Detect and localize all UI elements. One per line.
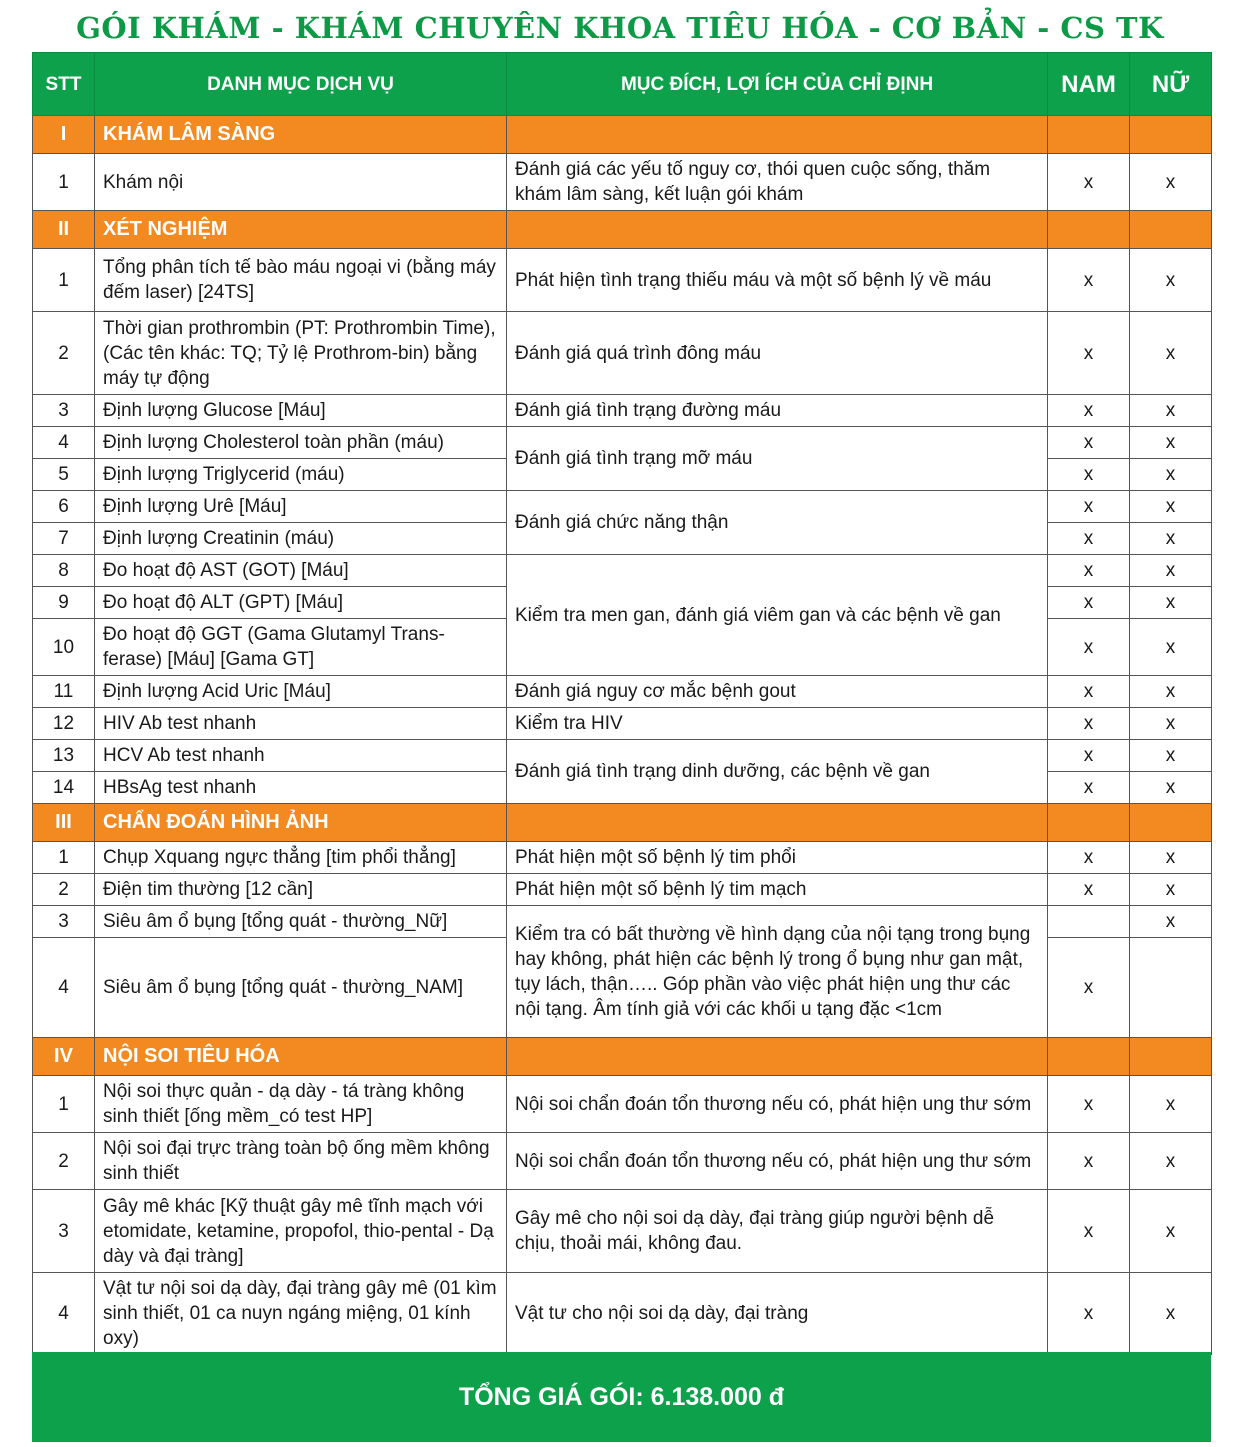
- row-female: x: [1130, 587, 1212, 619]
- row-service: Định lượng Triglycerid (máu): [95, 459, 507, 491]
- row-female: x: [1130, 312, 1212, 395]
- row-female: x: [1130, 619, 1212, 676]
- header-stt: STT: [33, 53, 95, 116]
- section-name: NỘI SOI TIÊU HÓA: [95, 1038, 507, 1076]
- row-male: x: [1048, 312, 1130, 395]
- table-row: [33, 676, 1212, 708]
- row-service: Tổng phân tích tế bào máu ngoại vi (bằng máy đếm laser) [24TS]: [95, 249, 507, 312]
- row-stt: 3: [33, 906, 95, 938]
- table-row: [33, 312, 1212, 395]
- row-service: Siêu âm ổ bụng [tổng quát - thường_Nữ]: [95, 906, 507, 938]
- section-numeral: IV: [33, 1038, 95, 1076]
- row-purpose: Kiểm tra có bất thường về hình dạng của nội tạng trong bụng hay không, phát hiện các bệnh lý trong ổ bụng như gan mật, tụy lách, thận….. Góp phần vào việc phát hiện ung thư các nội tạng. Âm tính giả với các khối u tạng đặc <1cm: [507, 906, 1048, 1038]
- row-male: x: [1048, 491, 1130, 523]
- table-row: [33, 906, 1212, 938]
- row-purpose: Phát hiện một số bệnh lý tim phổi: [507, 842, 1048, 874]
- row-stt: 1: [33, 1076, 95, 1133]
- section-numeral: I: [33, 116, 95, 154]
- row-male: x: [1048, 874, 1130, 906]
- table-header-row: [33, 53, 1212, 116]
- row-stt: 4: [33, 938, 95, 1038]
- table-row: [33, 1190, 1212, 1273]
- row-purpose: Gây mê cho nội soi dạ dày, đại tràng giúp người bệnh dễ chịu, thoải mái, không đau.: [507, 1190, 1048, 1273]
- row-purpose: Phát hiện tình trạng thiếu máu và một số bệnh lý về máu: [507, 249, 1048, 312]
- row-female: x: [1130, 555, 1212, 587]
- header-purpose: MỤC ĐÍCH, LỢI ÍCH CỦA CHỈ ĐỊNH: [507, 53, 1048, 116]
- row-female: x: [1130, 906, 1212, 938]
- row-female: x: [1130, 1190, 1212, 1273]
- page-title: GÓI KHÁM - KHÁM CHUYÊN KHOA TIÊU HÓA - CƠ BẢN - CS TK: [76, 11, 1164, 45]
- row-stt: 5: [33, 459, 95, 491]
- row-female: x: [1130, 1076, 1212, 1133]
- header-male: NAM: [1048, 53, 1130, 116]
- section-name: XÉT NGHIỆM: [95, 211, 507, 249]
- row-male: x: [1048, 427, 1130, 459]
- row-stt: 1: [33, 842, 95, 874]
- table-row: [33, 1076, 1212, 1133]
- table-row: [33, 740, 1212, 772]
- row-male: x: [1048, 587, 1130, 619]
- row-service: HIV Ab test nhanh: [95, 708, 507, 740]
- row-purpose: Nội soi chẩn đoán tổn thương nếu có, phát hiện ung thư sớm: [507, 1133, 1048, 1190]
- row-female: [1130, 938, 1212, 1038]
- row-female: x: [1130, 676, 1212, 708]
- row-stt: 10: [33, 619, 95, 676]
- row-purpose: Vật tư cho nội soi dạ dày, đại tràng: [507, 1273, 1048, 1355]
- section-row: [33, 116, 1212, 154]
- row-female: x: [1130, 523, 1212, 555]
- row-stt: 2: [33, 874, 95, 906]
- row-stt: 13: [33, 740, 95, 772]
- table-row: [33, 427, 1212, 459]
- header-female: NỮ: [1130, 53, 1212, 116]
- row-service: Chụp Xquang ngực thẳng [tim phổi thẳng]: [95, 842, 507, 874]
- row-female: x: [1130, 708, 1212, 740]
- row-stt: 6: [33, 491, 95, 523]
- row-female: x: [1130, 427, 1212, 459]
- row-male: x: [1048, 772, 1130, 804]
- row-male: x: [1048, 708, 1130, 740]
- row-stt: 3: [33, 1190, 95, 1273]
- row-service: Điện tim thường [12 cần]: [95, 874, 507, 906]
- row-male: x: [1048, 938, 1130, 1038]
- row-purpose: Đánh giá các yếu tố nguy cơ, thói quen cuộc sống, thăm khám lâm sàng, kết luận gói khám: [507, 154, 1048, 211]
- row-purpose: Đánh giá tình trạng dinh dưỡng, các bệnh về gan: [507, 740, 1048, 804]
- row-male: x: [1048, 555, 1130, 587]
- row-service: Định lượng Creatinin (máu): [95, 523, 507, 555]
- row-service: Định lượng Acid Uric [Máu]: [95, 676, 507, 708]
- section-row: [33, 1038, 1212, 1076]
- row-stt: 8: [33, 555, 95, 587]
- row-male: x: [1048, 154, 1130, 211]
- row-purpose: Đánh giá nguy cơ mắc bệnh gout: [507, 676, 1048, 708]
- row-male: x: [1048, 1133, 1130, 1190]
- row-service: HCV Ab test nhanh: [95, 740, 507, 772]
- row-male: x: [1048, 1273, 1130, 1355]
- row-purpose: Đánh giá tình trạng mỡ máu: [507, 427, 1048, 491]
- row-purpose: Kiểm tra HIV: [507, 708, 1048, 740]
- table-row: [33, 154, 1212, 211]
- row-female: x: [1130, 772, 1212, 804]
- row-male: x: [1048, 619, 1130, 676]
- row-service: Nội soi đại trực tràng toàn bộ ống mềm không sinh thiết: [95, 1133, 507, 1190]
- table-row: [33, 842, 1212, 874]
- table-row: [33, 249, 1212, 312]
- service-table: [32, 52, 1212, 1355]
- row-service: HBsAg test nhanh: [95, 772, 507, 804]
- row-male: x: [1048, 1076, 1130, 1133]
- header-service: DANH MỤC DỊCH VỤ: [95, 53, 507, 116]
- row-female: x: [1130, 842, 1212, 874]
- row-male: x: [1048, 740, 1130, 772]
- row-female: x: [1130, 395, 1212, 427]
- row-service: Khám nội: [95, 154, 507, 211]
- row-service: Gây mê khác [Kỹ thuật gây mê tĩnh mạch với etomidate, ketamine, propofol, thio-pental - Dạ dày và đại tràng]: [95, 1190, 507, 1273]
- table-row: [33, 874, 1212, 906]
- row-male: x: [1048, 1190, 1130, 1273]
- row-male: x: [1048, 676, 1130, 708]
- table-row: [33, 491, 1212, 523]
- row-male: x: [1048, 523, 1130, 555]
- row-purpose: Kiểm tra men gan, đánh giá viêm gan và các bệnh về gan: [507, 555, 1048, 676]
- row-male: x: [1048, 459, 1130, 491]
- row-stt: 11: [33, 676, 95, 708]
- row-purpose: Phát hiện một số bệnh lý tim mạch: [507, 874, 1048, 906]
- row-male: x: [1048, 842, 1130, 874]
- row-stt: 4: [33, 427, 95, 459]
- section-name: KHÁM LÂM SÀNG: [95, 116, 507, 154]
- row-purpose: Đánh giá quá trình đông máu: [507, 312, 1048, 395]
- row-female: x: [1130, 459, 1212, 491]
- row-stt: 12: [33, 708, 95, 740]
- row-male: x: [1048, 395, 1130, 427]
- section-numeral: III: [33, 804, 95, 842]
- row-female: x: [1130, 740, 1212, 772]
- row-female: x: [1130, 1133, 1212, 1190]
- row-female: x: [1130, 491, 1212, 523]
- row-female: x: [1130, 1273, 1212, 1355]
- row-stt: 14: [33, 772, 95, 804]
- row-service: Định lượng Glucose [Máu]: [95, 395, 507, 427]
- row-female: x: [1130, 249, 1212, 312]
- row-stt: 9: [33, 587, 95, 619]
- table-row: [33, 395, 1212, 427]
- row-stt: 3: [33, 395, 95, 427]
- row-stt: 1: [33, 249, 95, 312]
- row-male: [1048, 906, 1130, 938]
- row-stt: 4: [33, 1273, 95, 1355]
- row-stt: 2: [33, 1133, 95, 1190]
- row-service: Thời gian prothrombin (PT: Prothrombin Time), (Các tên khác: TQ; Tỷ lệ Prothrom-bin) bằng máy tự động: [95, 312, 507, 395]
- row-purpose: Nội soi chẩn đoán tổn thương nếu có, phát hiện ung thư sớm: [507, 1076, 1048, 1133]
- section-numeral: II: [33, 211, 95, 249]
- row-male: x: [1048, 249, 1130, 312]
- row-purpose: Đánh giá chức năng thận: [507, 491, 1048, 555]
- table-row: [33, 708, 1212, 740]
- table-row: [33, 1133, 1212, 1190]
- row-service: Siêu âm ổ bụng [tổng quát - thường_NAM]: [95, 938, 507, 1038]
- row-purpose: Đánh giá tình trạng đường máu: [507, 395, 1048, 427]
- row-female: x: [1130, 154, 1212, 211]
- row-female: x: [1130, 874, 1212, 906]
- total-price-banner: TỔNG GIÁ GÓI: 6.138.000 đ: [32, 1352, 1211, 1442]
- row-stt: 7: [33, 523, 95, 555]
- row-service: Định lượng Urê [Máu]: [95, 491, 507, 523]
- table-row: [33, 555, 1212, 587]
- row-service: Đo hoạt độ ALT (GPT) [Máu]: [95, 587, 507, 619]
- row-service: Đo hoạt độ GGT (Gama Glutamyl Trans-ferase) [Máu] [Gama GT]: [95, 619, 507, 676]
- row-service: Định lượng Cholesterol toàn phần (máu): [95, 427, 507, 459]
- section-name: CHẨN ĐOÁN HÌNH ẢNH: [95, 804, 507, 842]
- row-service: Vật tư nội soi dạ dày, đại tràng gây mê (01 kìm sinh thiết, 01 ca nuyn ngáng miệng, 01 kính oxy): [95, 1273, 507, 1355]
- row-stt: 1: [33, 154, 95, 211]
- table-row: [33, 1273, 1212, 1355]
- row-service: Nội soi thực quản - dạ dày - tá tràng không sinh thiết [ống mềm_có test HP]: [95, 1076, 507, 1133]
- row-stt: 2: [33, 312, 95, 395]
- row-service: Đo hoạt độ AST (GOT) [Máu]: [95, 555, 507, 587]
- section-row: [33, 211, 1212, 249]
- section-row: [33, 804, 1212, 842]
